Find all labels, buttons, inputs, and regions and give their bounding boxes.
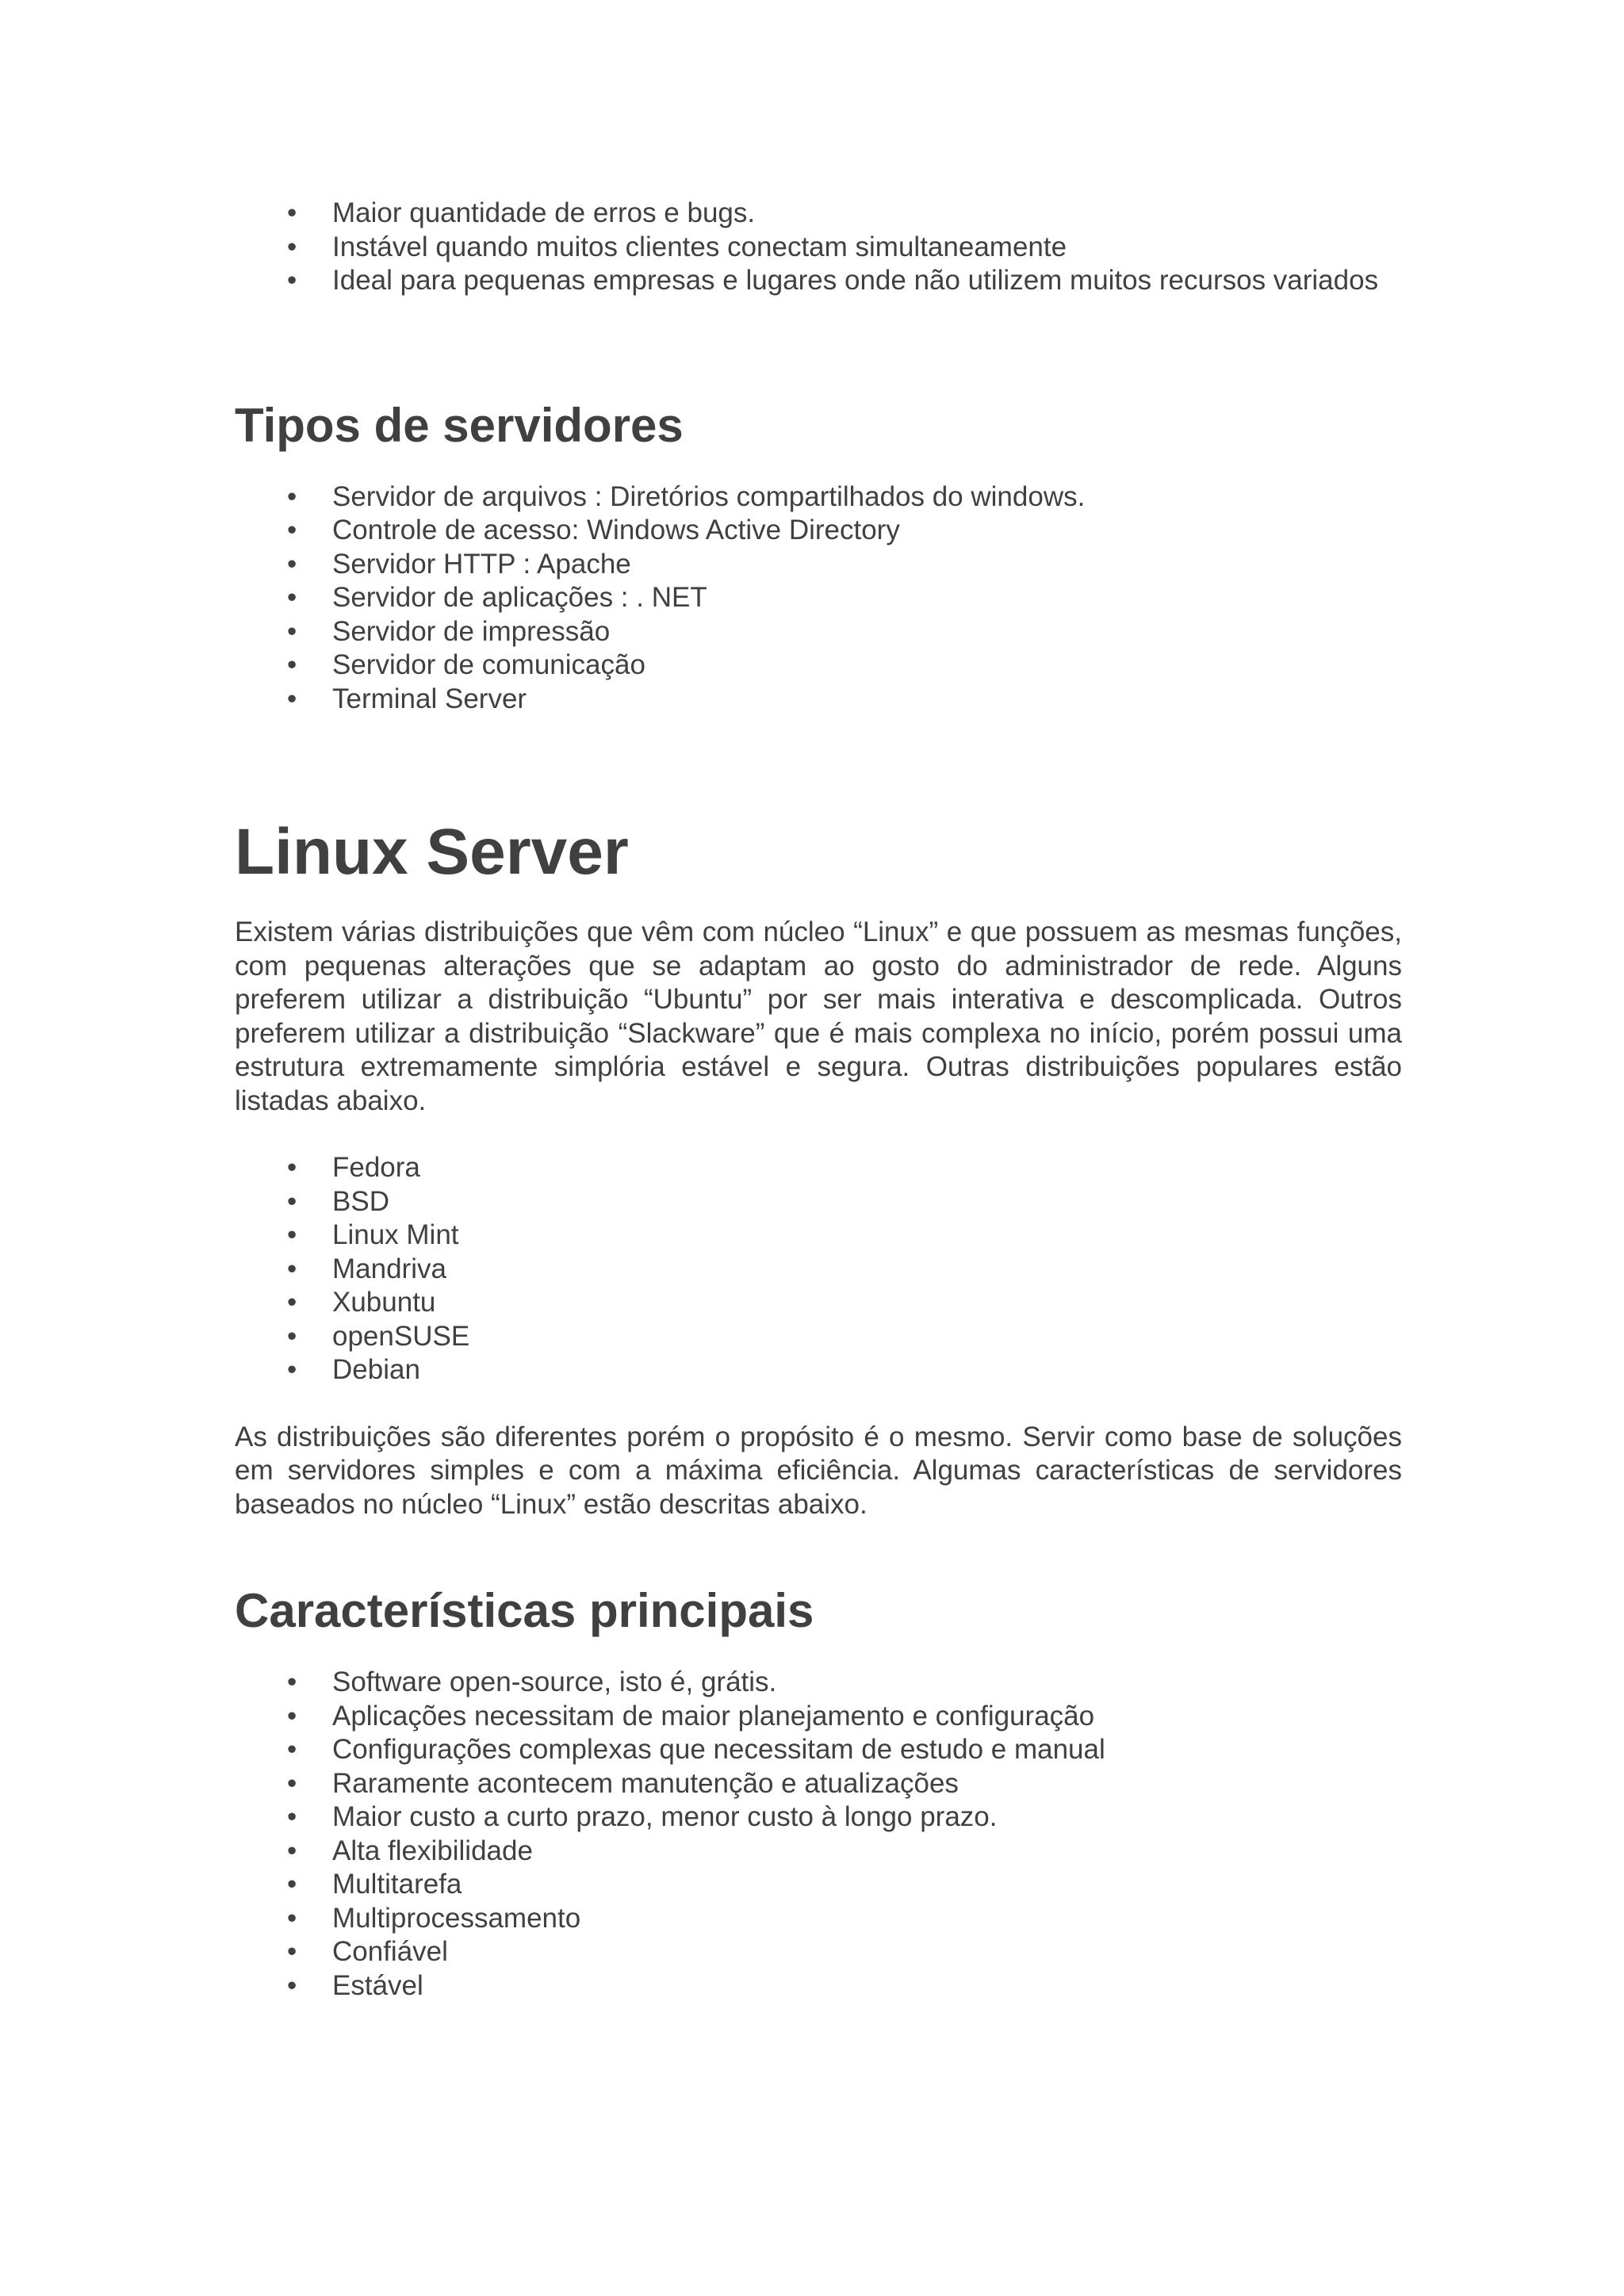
list-item: • Aplicações necessitam de maior planejamento e configuração (235, 1700, 1402, 1734)
distros-list (235, 1151, 1402, 1387)
bullet-icon: • (287, 265, 297, 296)
list-item: • Confiável (235, 1935, 1402, 1969)
bullet-icon: • (287, 1969, 297, 2001)
bullet-icon: • (287, 515, 297, 545)
bullet-icon: • (287, 683, 297, 714)
list-item: • Ideal para pequenas empresas e lugares onde não utilizem muitos recursos variados (235, 264, 1402, 298)
bullet-icon: • (287, 1801, 297, 1832)
bullet-icon: • (287, 231, 297, 262)
list-item: • Servidor de aplicações : . NET (235, 581, 1402, 615)
bullet-icon: • (287, 649, 297, 680)
list-item: • Fedora (235, 1151, 1402, 1185)
list-item: • Multitarefa (235, 1868, 1402, 1902)
bullet-icon: • (287, 1287, 297, 1318)
bullet-icon: • (287, 1219, 297, 1250)
bullet-icon: • (287, 1869, 297, 1900)
list-item: • Servidor HTTP : Apache (235, 548, 1402, 582)
list-item: • Servidor de arquivos : Diretórios compartilhados do windows. (235, 480, 1402, 515)
bullet-icon: • (287, 1354, 297, 1385)
list-item: • Controle de acesso: Windows Active Directory (235, 514, 1402, 548)
list-item: • Maior quantidade de erros e bugs. (235, 197, 1402, 231)
list-item: • openSUSE (235, 1320, 1402, 1354)
bullet-icon: • (287, 1253, 297, 1284)
bullet-icon: • (287, 1667, 297, 1697)
page-title-linux-server: Linux Server (235, 816, 629, 888)
list-item: • Alta flexibilidade (235, 1835, 1402, 1869)
features-list (235, 1666, 1402, 2003)
bullet-icon: • (287, 197, 297, 228)
linux-outro-paragraph: As distribuições são diferentes porém o propósito é o mesmo. Servir como base de soluções em servidores simples e com a máxima eficiência. Algumas características de servidores baseados no núcleo “Linux” estão descritas abaixo. (235, 1421, 1402, 1520)
bullet-icon: • (287, 1734, 297, 1765)
bullet-icon: • (287, 615, 297, 647)
list-item: • Software open-source, isto é, grátis. (235, 1666, 1402, 1700)
list-item: • Raramente acontecem manutenção e atualizações (235, 1767, 1402, 1801)
bullet-icon: • (287, 548, 297, 580)
document-page (235, 190, 1402, 2003)
list-item: • BSD (235, 1185, 1402, 1219)
bullet-icon: • (287, 1767, 297, 1799)
list-item: • Servidor de comunicação (235, 649, 1402, 683)
list-item: • Configurações complexas que necessitam de estudo e manual (235, 1733, 1402, 1767)
server-types-list (235, 480, 1402, 717)
list-item: • Servidor de impressão (235, 615, 1402, 649)
bullet-icon: • (287, 582, 297, 613)
bullet-icon: • (287, 1320, 297, 1352)
bullet-icon: • (287, 480, 297, 512)
bullet-icon: • (287, 1700, 297, 1732)
linux-intro-paragraph: Existem várias distribuições que vêm com núcleo “Linux” e que possuem as mesmas funções, com pequenas alterações que se adaptam ao gosto do administrador de rede. Alguns preferem utilizar a distribuição “Ubuntu” por ser mais interativa e descomplicada. Outros preferem utilizar a distribuição “Slackware” que é mais complexa no início, porém possui uma estrutura extremamente simplória estável e segura. Outras distribuições populares estão listadas abaixo. (235, 916, 1402, 1116)
list-item: • Debian (235, 1353, 1402, 1387)
list-item: • Maior custo a curto prazo, menor custo à longo prazo. (235, 1800, 1402, 1835)
drawbacks-list (235, 197, 1402, 298)
bullet-icon: • (287, 1152, 297, 1183)
list-item: • Linux Mint (235, 1219, 1402, 1253)
list-item: • Multiprocessamento (235, 1902, 1402, 1936)
bullet-icon: • (287, 1185, 297, 1217)
bullet-icon: • (287, 1902, 297, 1934)
list-item: • Mandriva (235, 1253, 1402, 1287)
bullet-icon: • (287, 1936, 297, 1967)
bullet-icon: • (287, 1835, 297, 1866)
list-item: • Instável quando muitos clientes conectam simultaneamente (235, 231, 1402, 265)
section-heading-tipos: Tipos de servidores (235, 398, 684, 452)
list-item: • Xubuntu (235, 1286, 1402, 1320)
list-item: • Estável (235, 1969, 1402, 2003)
list-item: • Terminal Server (235, 683, 1402, 717)
section-heading-caracteristicas: Características principais (235, 1584, 814, 1637)
